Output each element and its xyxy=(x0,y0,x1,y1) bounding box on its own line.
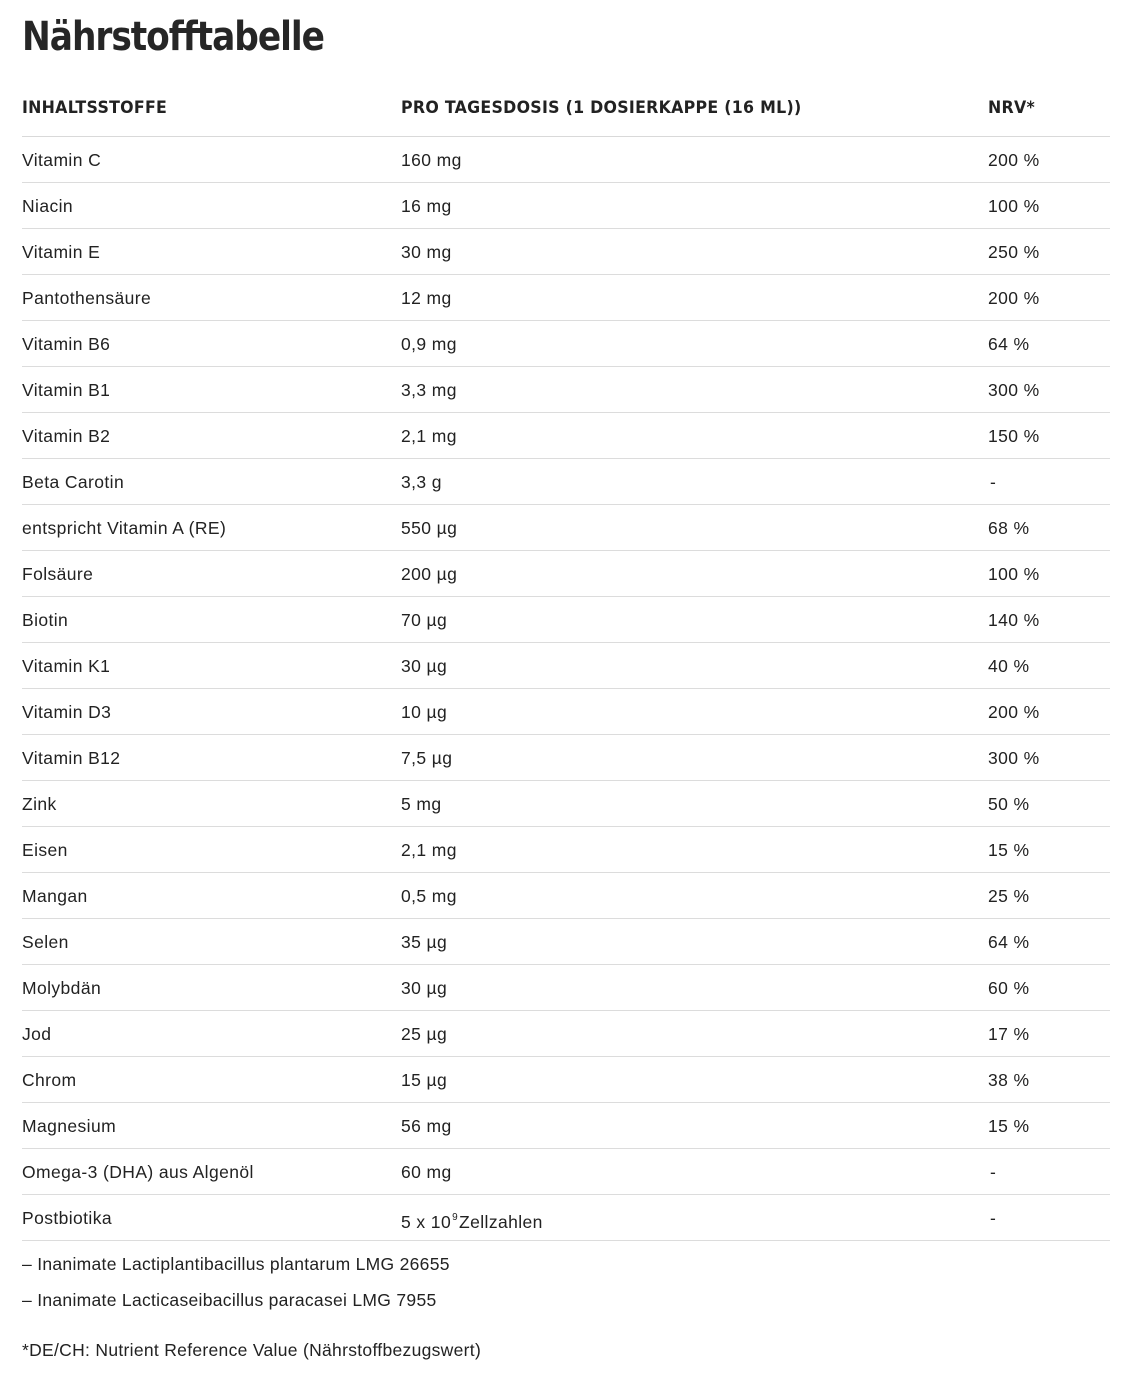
nrv-cell: 150 % xyxy=(988,426,1040,446)
dose-cell: 550 µg xyxy=(401,518,458,538)
nrv-cell: 50 % xyxy=(988,794,1030,814)
table-row xyxy=(22,643,1110,689)
dose-cell: 2,1 mg xyxy=(401,426,457,446)
dose-cell: 30 µg xyxy=(401,978,448,998)
nrv-cell: - xyxy=(990,1162,997,1182)
ingredient-cell: Vitamin B2 xyxy=(22,426,111,446)
dose-cell: 15 µg xyxy=(401,1070,448,1090)
nrv-cell: 250 % xyxy=(988,242,1040,262)
column-header-ingredient: INHALTSSTOFFE xyxy=(22,98,168,118)
ingredient-cell: Folsäure xyxy=(22,564,94,584)
table-row xyxy=(22,321,1110,367)
ingredient-cell: entspricht Vitamin A (RE) xyxy=(22,518,227,538)
dose-cell: 2,1 mg xyxy=(401,840,457,860)
ingredient-cell: Eisen xyxy=(22,840,68,860)
nrv-cell: 68 % xyxy=(988,518,1030,538)
nrv-cell: 300 % xyxy=(988,380,1040,400)
nrv-cell: 40 % xyxy=(988,656,1030,676)
nrv-cell: 64 % xyxy=(988,932,1030,952)
dose-cell: 70 µg xyxy=(401,610,448,630)
table-row xyxy=(22,137,1110,183)
ingredient-cell: Mangan xyxy=(22,886,88,906)
dose-cell: 3,3 g xyxy=(401,472,442,492)
ingredient-cell: Chrom xyxy=(22,1070,77,1090)
nrv-cell: 38 % xyxy=(988,1070,1030,1090)
dose-exponent: 9 xyxy=(452,1212,459,1223)
table-row xyxy=(22,1103,1110,1149)
nrv-cell: 15 % xyxy=(988,840,1030,860)
table-row xyxy=(22,229,1110,275)
dose-cell: 60 mg xyxy=(401,1162,452,1182)
nrv-cell: - xyxy=(990,472,997,492)
ingredient-cell: Niacin xyxy=(22,196,74,216)
strain-note-2: – Inanimate Lacticaseibacillus paracasei LMG 7955 xyxy=(22,1290,437,1310)
ingredient-cell: Molybdän xyxy=(22,978,102,998)
table-row xyxy=(22,919,1110,965)
nrv-cell: - xyxy=(990,1208,997,1228)
nrv-cell: 60 % xyxy=(988,978,1030,998)
dose-cell: 35 µg xyxy=(401,932,448,952)
ingredient-cell: Postbiotika xyxy=(22,1208,113,1228)
nrv-cell: 100 % xyxy=(988,196,1040,216)
dose-cell: 7,5 µg xyxy=(401,748,453,768)
table-row xyxy=(22,965,1110,1011)
column-header-dose: PRO TAGESDOSIS (1 DOSIERKAPPE (16 ML)) xyxy=(401,98,802,118)
ingredient-cell: Vitamin B1 xyxy=(22,380,111,400)
dose-base: 5 x 10 xyxy=(401,1212,452,1232)
dose-cell xyxy=(401,1195,543,1245)
table-row xyxy=(22,367,1110,413)
ingredient-cell: Biotin xyxy=(22,610,69,630)
nrv-cell: 100 % xyxy=(988,564,1040,584)
nrv-cell: 17 % xyxy=(988,1024,1030,1044)
table-row xyxy=(22,1057,1110,1103)
table-row xyxy=(22,183,1110,229)
nrv-cell: 140 % xyxy=(988,610,1040,630)
ingredient-cell: Vitamin C xyxy=(22,150,102,170)
nrv-cell: 15 % xyxy=(988,1116,1030,1136)
ingredient-cell: Jod xyxy=(22,1024,52,1044)
nrv-cell: 64 % xyxy=(988,334,1030,354)
nrv-cell: 300 % xyxy=(988,748,1040,768)
page-title: Nährstofftabelle xyxy=(22,14,324,60)
table-row xyxy=(22,781,1110,827)
column-header-nrv: NRV* xyxy=(988,98,1036,118)
nrv-cell: 200 % xyxy=(988,150,1040,170)
dose-cell: 56 mg xyxy=(401,1116,452,1136)
ingredient-cell: Vitamin K1 xyxy=(22,656,111,676)
table-row xyxy=(22,735,1110,781)
dose-cell: 16 mg xyxy=(401,196,452,216)
ingredient-cell: Magnesium xyxy=(22,1116,117,1136)
dose-cell: 3,3 mg xyxy=(401,380,457,400)
ingredient-cell: Pantothensäure xyxy=(22,288,152,308)
ingredient-cell: Omega-3 (DHA) aus Algenöl xyxy=(22,1162,254,1182)
nutrient-table xyxy=(22,84,1110,1241)
table-body xyxy=(22,137,1110,1195)
table-row xyxy=(22,413,1110,459)
table-header xyxy=(22,84,1110,137)
dose-unit: Zellzahlen xyxy=(459,1212,543,1232)
table-row xyxy=(22,459,1110,505)
dose-cell: 0,5 mg xyxy=(401,886,457,906)
nrv-cell: 25 % xyxy=(988,886,1030,906)
dose-cell: 25 µg xyxy=(401,1024,448,1044)
dose-cell: 5 mg xyxy=(401,794,442,814)
dose-cell: 12 mg xyxy=(401,288,452,308)
ingredient-cell: Vitamin D3 xyxy=(22,702,112,722)
dose-cell: 30 mg xyxy=(401,242,452,262)
strain-note-1: – Inanimate Lactiplantibacillus plantarum LMG 26655 xyxy=(22,1254,450,1274)
table-row xyxy=(22,551,1110,597)
ingredient-cell: Vitamin B12 xyxy=(22,748,121,768)
table-row xyxy=(22,689,1110,735)
footnote: *DE/CH: Nutrient Reference Value (Nährstoffbezugswert) xyxy=(22,1340,482,1360)
ingredient-cell: Zink xyxy=(22,794,57,814)
nrv-cell: 200 % xyxy=(988,702,1040,722)
table-row xyxy=(22,275,1110,321)
table-row xyxy=(22,505,1110,551)
table-row-postbiotics xyxy=(22,1195,1110,1241)
table-row xyxy=(22,1011,1110,1057)
dose-cell: 10 µg xyxy=(401,702,448,722)
ingredient-cell: Vitamin E xyxy=(22,242,101,262)
dose-cell: 30 µg xyxy=(401,656,448,676)
ingredient-cell: Vitamin B6 xyxy=(22,334,111,354)
table-row xyxy=(22,1149,1110,1195)
dose-cell: 160 mg xyxy=(401,150,462,170)
table-row xyxy=(22,597,1110,643)
ingredient-cell: Beta Carotin xyxy=(22,472,125,492)
dose-cell: 200 µg xyxy=(401,564,458,584)
dose-cell: 0,9 mg xyxy=(401,334,457,354)
ingredient-cell: Selen xyxy=(22,932,69,952)
table-row xyxy=(22,827,1110,873)
table-row xyxy=(22,873,1110,919)
nrv-cell: 200 % xyxy=(988,288,1040,308)
